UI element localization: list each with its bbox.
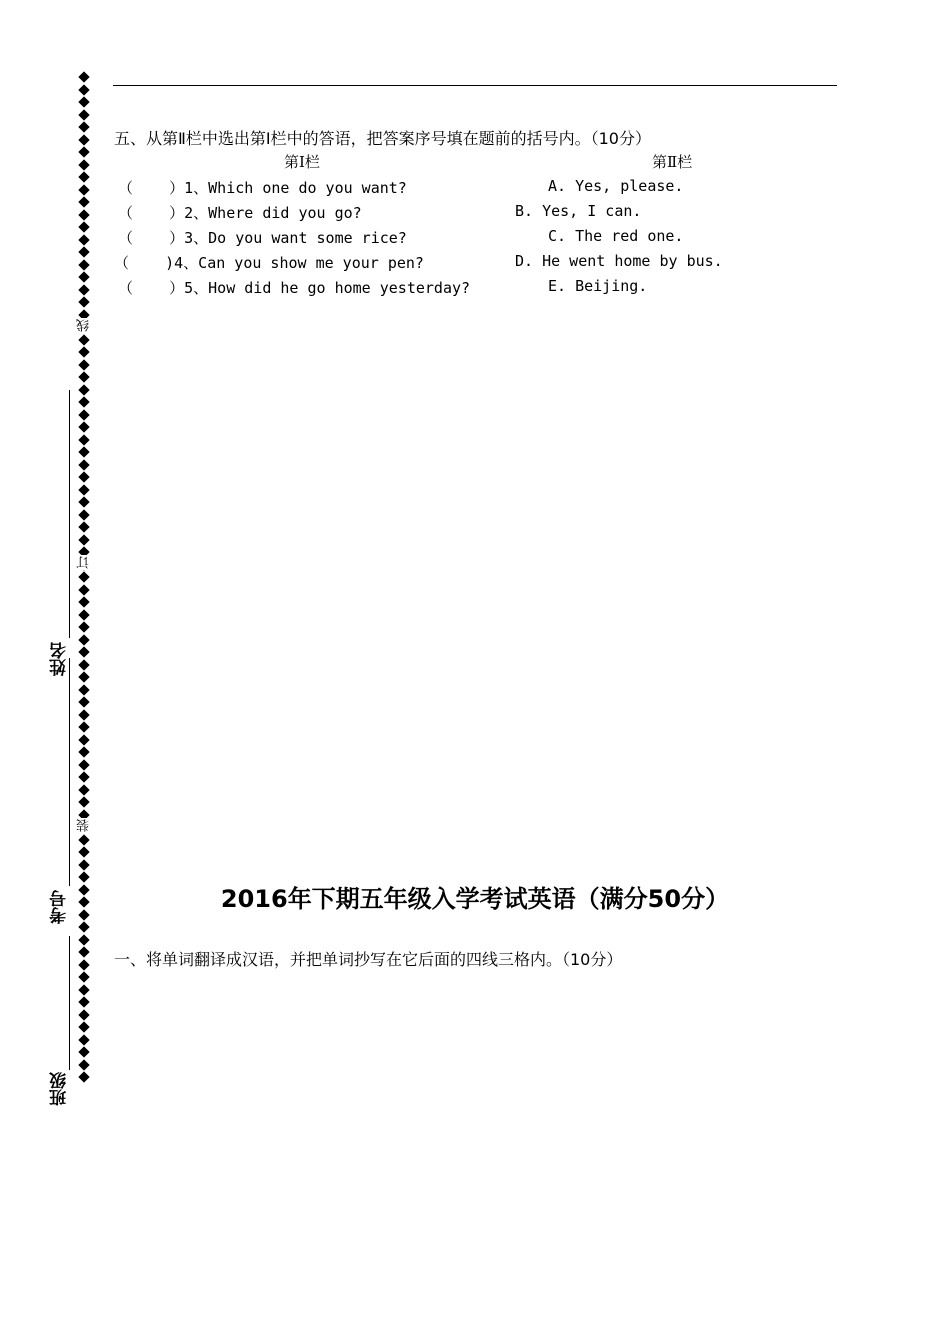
binding-diamond-icon — [78, 996, 89, 1007]
binding-diamond-icon — [78, 671, 89, 682]
binding-diamond-icon — [78, 84, 89, 95]
answer-b: B. Yes, I can. — [515, 202, 642, 220]
binding-diamond-icon — [78, 259, 89, 270]
binding-diamond-icon — [78, 496, 89, 507]
binding-label-line: 线 — [77, 319, 92, 332]
name-fill-line[interactable] — [69, 390, 70, 638]
binding-diamond-icon — [78, 734, 89, 745]
question-1: （ ）1、Which one do you want? — [118, 179, 407, 197]
column1-title: 第Ⅰ栏 — [284, 153, 320, 171]
binding-diamond-icon — [78, 784, 89, 795]
binding-diamond-icon — [78, 946, 89, 957]
binding-diamond-icon — [78, 396, 89, 407]
binding-diamond-icon — [78, 746, 89, 757]
section1-heading: 一、将单词翻译成汉语，并把单词抄写在它后面的四线三格内。（10分） — [114, 950, 623, 969]
binding-diamond-icon — [78, 721, 89, 732]
binding-diamond-icon — [78, 71, 89, 82]
binding-diamond-icon — [78, 134, 89, 145]
binding-diamond-icon — [78, 596, 89, 607]
exam-number-field-label: 考号 — [50, 890, 70, 924]
binding-diamond-icon — [78, 621, 89, 632]
class-field-label: 班级 — [50, 1072, 70, 1106]
binding-diamond-icon — [78, 421, 89, 432]
binding-diamond-icon — [78, 109, 89, 120]
class-fill-line[interactable] — [69, 936, 70, 1070]
name-field-label: 姓名 — [50, 642, 70, 676]
binding-diamond-icon — [78, 634, 89, 645]
binding-diamond-icon — [78, 471, 89, 482]
binding-diamond-icon — [78, 446, 89, 457]
column2-title: 第Ⅱ栏 — [652, 153, 693, 171]
binding-diamond-icon — [78, 334, 89, 345]
binding-diamond-icon — [78, 371, 89, 382]
binding-diamond-icon — [78, 1046, 89, 1057]
binding-diamond-icon — [78, 346, 89, 357]
binding-diamond-icon — [78, 571, 89, 582]
binding-diamond-icon — [78, 271, 89, 282]
binding-diamond-icon — [78, 1021, 89, 1032]
binding-diamond-icon — [78, 171, 89, 182]
binding-diamond-icon — [78, 1009, 89, 1020]
binding-diamond-icon — [78, 96, 89, 107]
answer-e: E. Beijing. — [548, 277, 648, 295]
binding-diamond-icon — [78, 984, 89, 995]
binding-diamond-icon — [78, 209, 89, 220]
binding-diamond-icon — [78, 709, 89, 720]
binding-diamond-column — [76, 73, 92, 1086]
binding-diamond-icon — [78, 684, 89, 695]
question-5: （ ）5、How did he go home yesterday? — [118, 279, 471, 297]
binding-diamond-icon — [78, 246, 89, 257]
binding-diamond-icon — [78, 296, 89, 307]
binding-diamond-icon — [78, 959, 89, 970]
binding-diamond-icon — [78, 796, 89, 807]
answer-c: C. The red one. — [548, 227, 684, 245]
binding-diamond-icon — [78, 521, 89, 532]
question-3: （ ）3、Do you want some rice? — [118, 229, 407, 247]
binding-diamond-icon — [78, 509, 89, 520]
binding-diamond-icon — [78, 359, 89, 370]
binding-diamond-icon — [78, 696, 89, 707]
section5-heading: 五、从第Ⅱ栏中选出第Ⅰ栏中的答语，把答案序号填在题前的括号内。（10分） — [114, 129, 651, 148]
binding-diamond-icon — [78, 221, 89, 232]
binding-diamond-icon — [78, 846, 89, 857]
binding-diamond-icon — [78, 121, 89, 132]
binding-diamond-icon — [78, 859, 89, 870]
binding-diamond-icon — [78, 584, 89, 595]
binding-diamond-icon — [78, 934, 89, 945]
binding-diamond-icon — [78, 1034, 89, 1045]
binding-diamond-icon — [78, 921, 89, 932]
binding-diamond-icon — [78, 659, 89, 670]
binding-diamond-icon — [78, 184, 89, 195]
binding-diamond-icon — [78, 284, 89, 295]
binding-diamond-icon — [78, 146, 89, 157]
binding-diamond-icon — [78, 609, 89, 620]
exam-number-fill-line[interactable] — [69, 658, 70, 886]
binding-diamond-icon — [78, 759, 89, 770]
binding-diamond-icon — [78, 646, 89, 657]
question-4: （ )4、Can you show me your pen? — [114, 254, 424, 272]
binding-diamond-icon — [78, 384, 89, 395]
binding-diamond-icon — [78, 534, 89, 545]
binding-diamond-icon — [78, 234, 89, 245]
binding-diamond-icon — [78, 196, 89, 207]
exam-title: 2016年下期五年级入学考试英语（满分50分） — [220, 885, 730, 913]
binding-diamond-icon — [78, 159, 89, 170]
binding-diamond-icon — [78, 771, 89, 782]
binding-diamond-icon — [78, 409, 89, 420]
binding-diamond-icon — [78, 971, 89, 982]
binding-diamond-icon — [78, 484, 89, 495]
question-2: （ ）2、Where did you go? — [118, 204, 362, 222]
answer-a: A. Yes, please. — [548, 177, 684, 195]
binding-diamond-icon — [78, 459, 89, 470]
answer-d: D. He went home by bus. — [515, 252, 723, 270]
binding-diamond-icon — [78, 834, 89, 845]
binding-label-bind: 装 — [77, 819, 92, 832]
top-rule — [113, 85, 837, 86]
binding-diamond-icon — [78, 434, 89, 445]
binding-label-staple: 订 — [77, 556, 92, 569]
binding-diamond-icon — [78, 1059, 89, 1070]
binding-diamond-icon — [78, 1071, 89, 1082]
